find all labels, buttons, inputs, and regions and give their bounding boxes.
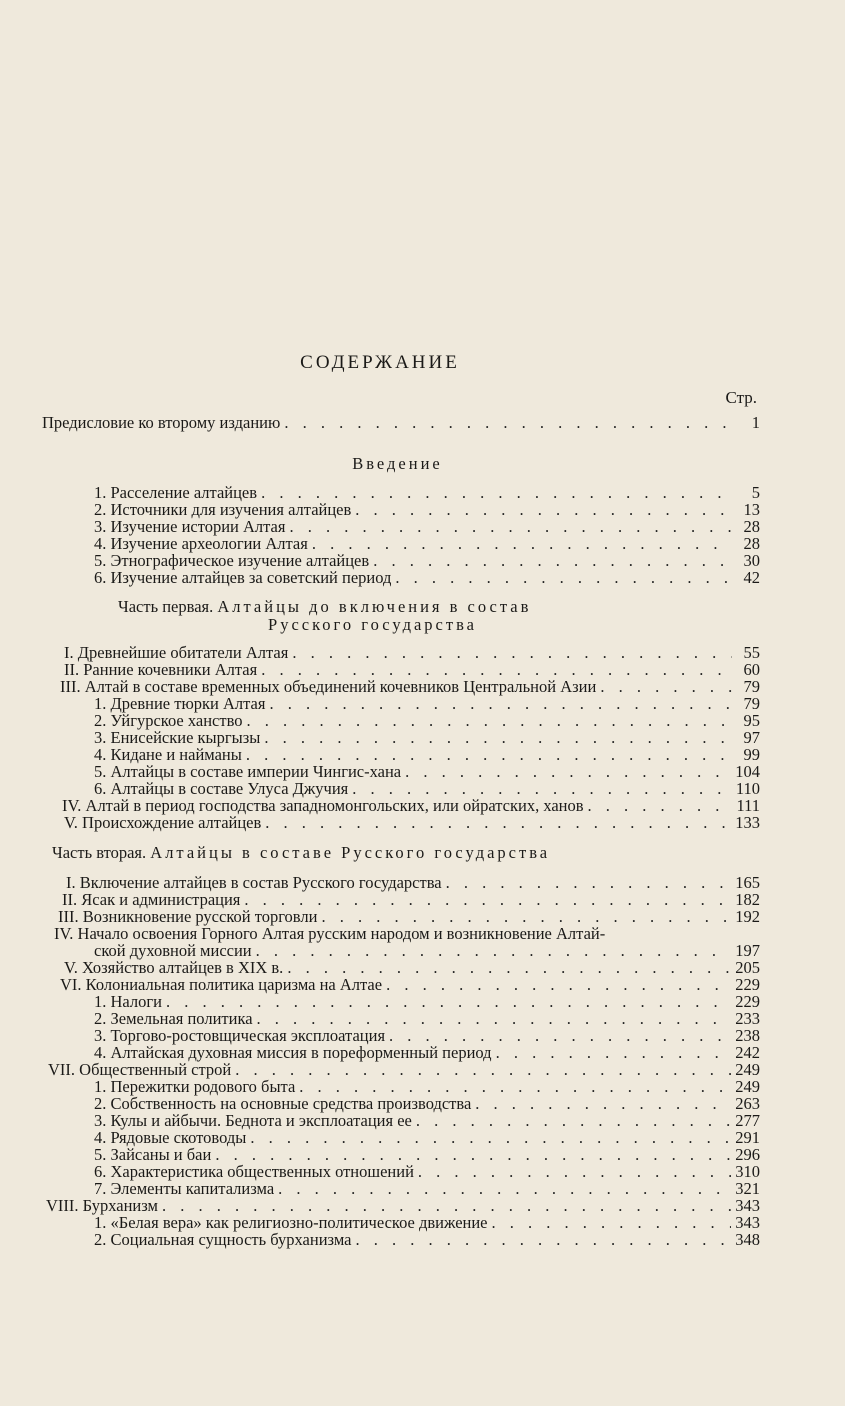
leader-dots [355, 501, 732, 519]
toc-entry-page: 95 [743, 711, 760, 730]
toc-entry-label: 3. Енисейские кыргызы [94, 728, 261, 747]
toc-entry-label: III. Возникновение русской торговли [58, 907, 318, 926]
toc-entry-page: 296 [735, 1145, 760, 1164]
leader-dots [235, 1061, 731, 1079]
toc-entry-label: V. Происхождение алтайцев [64, 813, 262, 832]
toc-entry-page: 343 [735, 1213, 760, 1232]
leader-dots [418, 1163, 731, 1181]
leader-dots [312, 535, 732, 553]
leader-dots [496, 1044, 732, 1062]
leader-dots [264, 729, 732, 747]
toc-entry-label: III. Алтай в составе временных объединений кочевников Центральной Азии [60, 677, 597, 696]
leader-dots [256, 942, 732, 960]
leader-dots [265, 814, 731, 832]
toc-entry-label: 1. Пережитки родового быта [94, 1077, 296, 1096]
leader-dots [355, 1231, 731, 1249]
toc-entry-label: 4. Алтайская духовная миссия в пореформенный период [94, 1043, 492, 1062]
toc-entry-page: 97 [743, 728, 760, 747]
section-heading-part2 [52, 844, 550, 862]
toc-entry-page: 229 [735, 975, 760, 994]
toc-entry-label: 5. Этнографическое изучение алтайцев [94, 551, 370, 570]
toc-entry-label: VIII. Бурханизм [46, 1196, 158, 1215]
toc-entry-label: 4. Рядовые скотоводы [94, 1128, 247, 1147]
toc-entry-page: 110 [735, 779, 760, 798]
toc-entry[interactable] [94, 569, 760, 587]
toc-entry-page: 242 [735, 1043, 760, 1062]
toc-entry[interactable] [60, 976, 760, 994]
toc-entry-label: 2. Собственность на основные средства производства [94, 1094, 472, 1113]
toc-entry-page: 291 [735, 1128, 760, 1147]
toc-entry-label: 3. Торгово-ростовщическая эксплоатация [94, 1026, 386, 1045]
leader-dots [405, 763, 731, 781]
toc-entry-label: 6. Алтайцы в составе Улуса Джучия [94, 779, 349, 798]
toc-entry-page: 277 [735, 1111, 760, 1130]
leader-dots [475, 1095, 731, 1113]
toc-entry-label: 2. Социальная сущность бурханизма [94, 1230, 352, 1249]
toc-entry-label: 3. Кулы и айбычи. Беднота и эксплоатация ее [94, 1111, 412, 1130]
section-heading-part1-line2: Русского государства [268, 615, 477, 634]
toc-entry-label: 1. Расселение алтайцев [94, 483, 258, 502]
toc-entry-page: 263 [735, 1094, 760, 1113]
bleed-through-text [90, 160, 780, 330]
leader-dots [247, 712, 732, 730]
toc-entry-label: 2. Уйгурское ханство [94, 711, 243, 730]
leader-dots [269, 695, 732, 713]
part-prefix: Часть вторая. [52, 843, 147, 862]
toc-entry-page: 343 [735, 1196, 760, 1215]
leader-dots [588, 797, 732, 815]
toc-entry-page: 30 [743, 551, 760, 570]
toc-entry-page: 104 [735, 762, 760, 781]
leader-dots [600, 678, 732, 696]
toc-entry-label: Предисловие ко второму изданию [42, 413, 281, 432]
toc-entry-page: 28 [743, 534, 760, 553]
toc-entry-page: 5 [751, 483, 760, 502]
toc-entry-label: 1. Налоги [94, 992, 162, 1011]
leader-dots [244, 891, 731, 909]
toc-entry-label: 4. Кидане и найманы [94, 745, 242, 764]
toc-entry-page: 192 [735, 907, 760, 926]
leader-dots [278, 1180, 731, 1198]
toc-entry-page: 79 [743, 677, 760, 696]
leader-dots [373, 552, 732, 570]
leader-dots [289, 518, 732, 536]
toc-entry-label: 5. Зайсаны и баи [94, 1145, 212, 1164]
toc-entry-page: 42 [743, 568, 760, 587]
toc-entry-label: 5. Алтайцы в составе империи Чингис-хана [94, 762, 402, 781]
toc-entry-label: 2. Земельная политика [94, 1009, 253, 1028]
toc-entry-page: 60 [743, 660, 760, 679]
toc-entry-label: ской духовной миссии [94, 941, 252, 960]
section-heading-intro: Введение [352, 454, 443, 473]
toc-entry[interactable] [94, 1231, 760, 1249]
leader-dots [250, 1129, 731, 1147]
toc-entry-page: 238 [735, 1026, 760, 1045]
toc-entry-label: 6. Изучение алтайцев за советский период [94, 568, 392, 587]
section-heading-part1 [118, 598, 531, 616]
toc-entry-page: 1 [751, 413, 760, 432]
leader-dots [492, 1214, 732, 1232]
toc-entry-label: 1. Древние тюрки Алтая [94, 694, 266, 713]
toc-entry-page: 197 [735, 941, 760, 960]
toc-entry-label: 7. Элементы капитализма [94, 1179, 275, 1198]
toc-entry-page: 13 [743, 500, 760, 519]
toc-entry-page: 310 [735, 1162, 760, 1181]
toc-entry-label: 4. Изучение археологии Алтая [94, 534, 308, 553]
toc-entry-page: 111 [736, 796, 760, 815]
toc-entry-label: I. Включение алтайцев в состав Русского государства [66, 873, 442, 892]
toc-entry-continued[interactable]: IV. Начало освоения Горного Алтая русским народом и возникновение Алтай- [54, 924, 606, 943]
toc-entry-page: 79 [743, 694, 760, 713]
toc-entry-label: 6. Характеристика общественных отношений [94, 1162, 414, 1181]
toc-entry-label: II. Ранние кочевники Алтая [64, 660, 258, 679]
toc-entry-label: I. Древнейшие обитатели Алтая [64, 643, 289, 662]
toc-entry-label: 1. «Белая вера» как религиозно-политическое движение [94, 1213, 488, 1232]
toc-entry-page: 182 [735, 890, 760, 909]
toc-entry-page: 249 [735, 1077, 760, 1096]
toc-entry-page: 205 [735, 958, 760, 977]
leader-dots [284, 414, 732, 432]
toc-entry-page: 165 [735, 873, 760, 892]
toc-entry[interactable] [94, 1180, 760, 1198]
toc-entry-page: 229 [735, 992, 760, 1011]
leader-dots [386, 976, 731, 994]
part-title: Алтайцы до включения в состав [217, 597, 532, 616]
toc-entry-label: VII. Общественный строй [48, 1060, 232, 1079]
toc-entry-label: II. Ясак и администрация [62, 890, 241, 909]
leader-dots [446, 874, 732, 892]
toc-entry-label: 3. Изучение истории Алтая [94, 517, 286, 536]
toc-entry-label: 2. Источники для изучения алтайцев [94, 500, 352, 519]
page-title: СОДЕРЖАНИЕ [300, 352, 460, 373]
toc-entry-page: 28 [743, 517, 760, 536]
toc-entry-preface[interactable] [42, 414, 760, 432]
toc-entry-page: 348 [735, 1230, 760, 1249]
part-prefix: Часть первая. [118, 597, 214, 616]
toc-entry-page: 321 [735, 1179, 760, 1198]
toc-entry-page: 55 [743, 643, 760, 662]
toc-entry-page: 133 [735, 813, 760, 832]
toc-entry[interactable] [64, 814, 760, 832]
leader-dots [395, 569, 732, 587]
part-title: Алтайцы в составе Русского государства [150, 843, 551, 862]
leader-dots [416, 1112, 731, 1130]
leader-dots [292, 644, 732, 662]
toc-entry-page: 99 [743, 745, 760, 764]
toc-entry-page: 233 [735, 1009, 760, 1028]
toc-entry-label: V. Хозяйство алтайцев в XIX в. [64, 958, 284, 977]
toc-entry-label: VI. Колониальная политика царизма на Алтае [60, 975, 383, 994]
toc-entry-label: IV. Алтай в период господства западномонгольских, или ойратских, ханов [62, 796, 584, 815]
toc-entry-page: 249 [735, 1060, 760, 1079]
page-column-label: Стр. [725, 388, 757, 407]
